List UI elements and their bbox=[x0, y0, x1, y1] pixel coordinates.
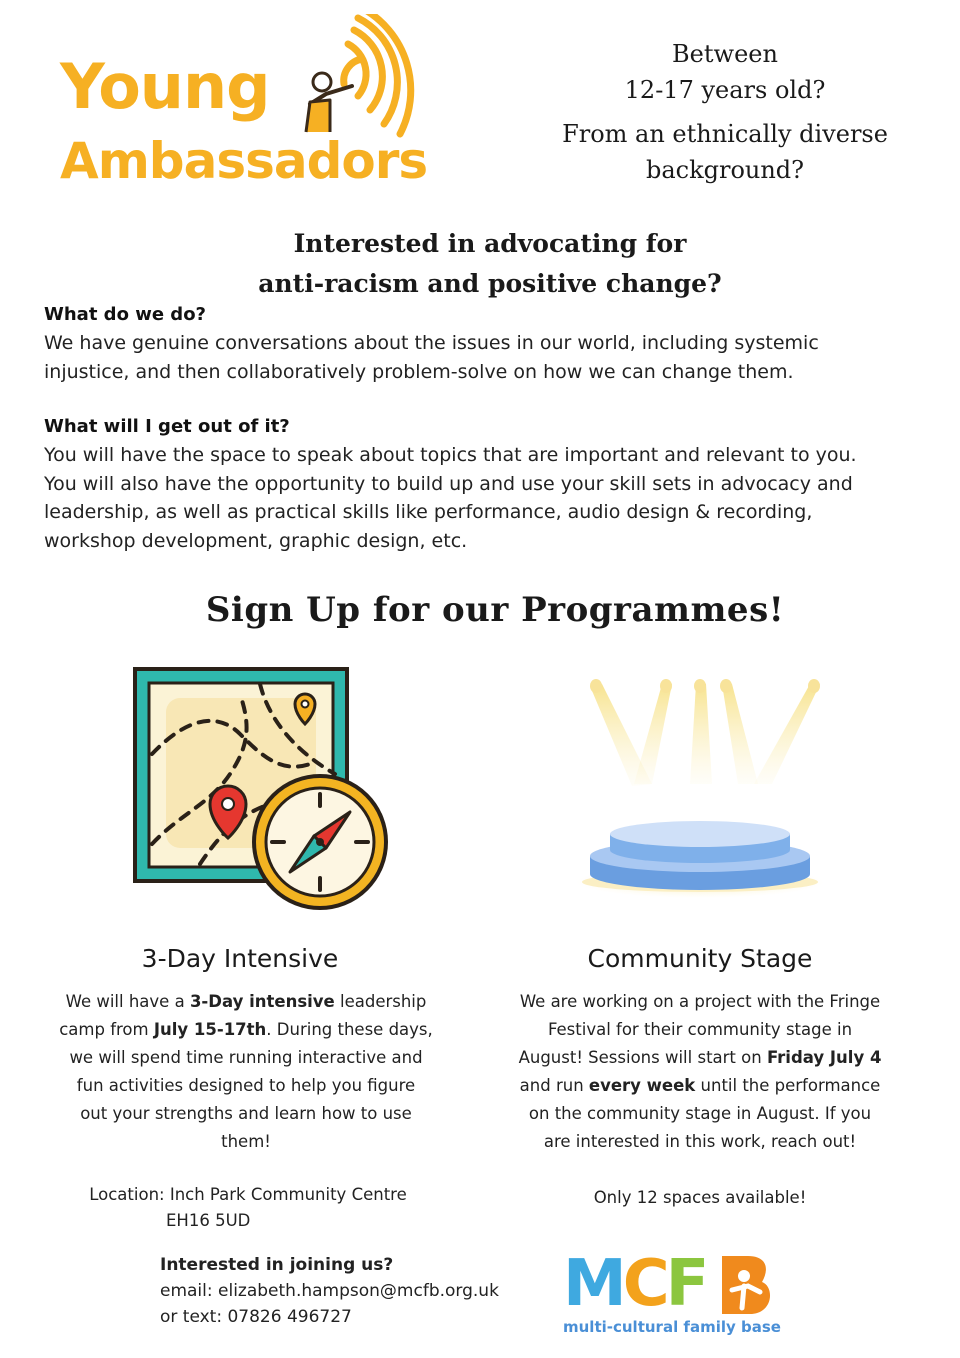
person-broadcast-icon bbox=[296, 14, 446, 142]
mcfb-letter-c: C bbox=[622, 1247, 666, 1321]
text-line: them! bbox=[221, 1132, 271, 1151]
text-line: We have genuine conversations about the issues in our world, including systemic bbox=[44, 332, 819, 354]
eligibility-line: Between bbox=[672, 40, 778, 68]
location-line: Location: Inch Park Community Centre bbox=[89, 1185, 407, 1204]
spotlight-stage-icon bbox=[572, 674, 828, 904]
contact-phone[interactable]: or text: 07826 496727 bbox=[160, 1307, 352, 1327]
logo-ambassadors: Ambassadors bbox=[60, 132, 428, 190]
text-line: You will also have the opportunity to build up and use your skill sets in advocacy and bbox=[44, 472, 853, 495]
text-line: injustice, and then collaboratively problem-solve on how we can change them. bbox=[44, 360, 794, 383]
text-line: fun activities designed to help you figure bbox=[76, 1076, 416, 1095]
text-line: workshop development, graphic design, etc. bbox=[44, 529, 468, 552]
contact-block bbox=[160, 1252, 499, 1330]
text-line: We are working on a project with the Fringe bbox=[519, 992, 881, 1011]
mcfb-letters bbox=[563, 1247, 706, 1321]
map-compass-icon bbox=[130, 664, 392, 914]
intensive-title: 3-Day Intensive bbox=[141, 944, 339, 973]
text-line: camp from July 15-17th. During these days, bbox=[59, 1020, 433, 1039]
text-line: We will have a 3-Day intensive leadership bbox=[65, 992, 427, 1011]
stage-description bbox=[494, 988, 906, 1156]
contact-question: Interested in joining us? bbox=[160, 1255, 394, 1275]
text-line: we will spend time running interactive and bbox=[69, 1048, 423, 1067]
stage-title: Community Stage bbox=[587, 944, 813, 973]
what-we-do-text bbox=[44, 329, 924, 386]
location-line: EH16 5UD bbox=[166, 1211, 251, 1230]
headline-line: anti-racism and positive change? bbox=[258, 269, 722, 298]
text-line: out your strengths and learn how to use bbox=[80, 1104, 412, 1123]
eligibility-questions bbox=[560, 36, 890, 188]
mcfb-letter-f: F bbox=[665, 1247, 706, 1321]
stage-spaces: Only 12 spaces available! bbox=[593, 1188, 807, 1207]
eligibility-line: From an ethnically diverse bbox=[562, 120, 888, 148]
text-line: leadership, as well as practical skills like performance, audio design & recording, bbox=[44, 501, 813, 523]
what-get-heading: What will I get out of it? bbox=[44, 416, 290, 437]
text-line: are interested in this work, reach out! bbox=[543, 1132, 857, 1151]
mcfb-letter-m: M bbox=[563, 1247, 623, 1321]
text-line: August! Sessions will start on Friday July 4 bbox=[518, 1048, 882, 1067]
text-line: You will have the space to speak about topics that are important and relevant to you. bbox=[44, 444, 857, 466]
eligibility-line: background? bbox=[645, 156, 805, 184]
text-line: and run every week until the performance bbox=[519, 1076, 881, 1095]
text-line: on the community stage in August. If you bbox=[528, 1104, 872, 1123]
intensive-location bbox=[66, 1182, 430, 1234]
text-line: Festival for their community stage in bbox=[547, 1020, 853, 1039]
intensive-description bbox=[40, 988, 452, 1156]
what-we-do-heading: What do we do? bbox=[44, 304, 206, 325]
eligibility-line: 12-17 years old? bbox=[624, 76, 826, 104]
headline-line: Interested in advocating for bbox=[293, 229, 687, 258]
mcfb-letter-b-person-icon bbox=[718, 1254, 776, 1316]
signup-title: Sign Up for our Programmes! bbox=[205, 590, 785, 630]
mcfb-tagline: multi-cultural family base bbox=[563, 1318, 781, 1336]
what-get-text bbox=[44, 441, 924, 555]
logo-young: Young bbox=[60, 50, 270, 123]
contact-email[interactable]: email: elizabeth.hampson@mcfb.org.uk bbox=[160, 1281, 499, 1301]
headline bbox=[200, 224, 780, 304]
